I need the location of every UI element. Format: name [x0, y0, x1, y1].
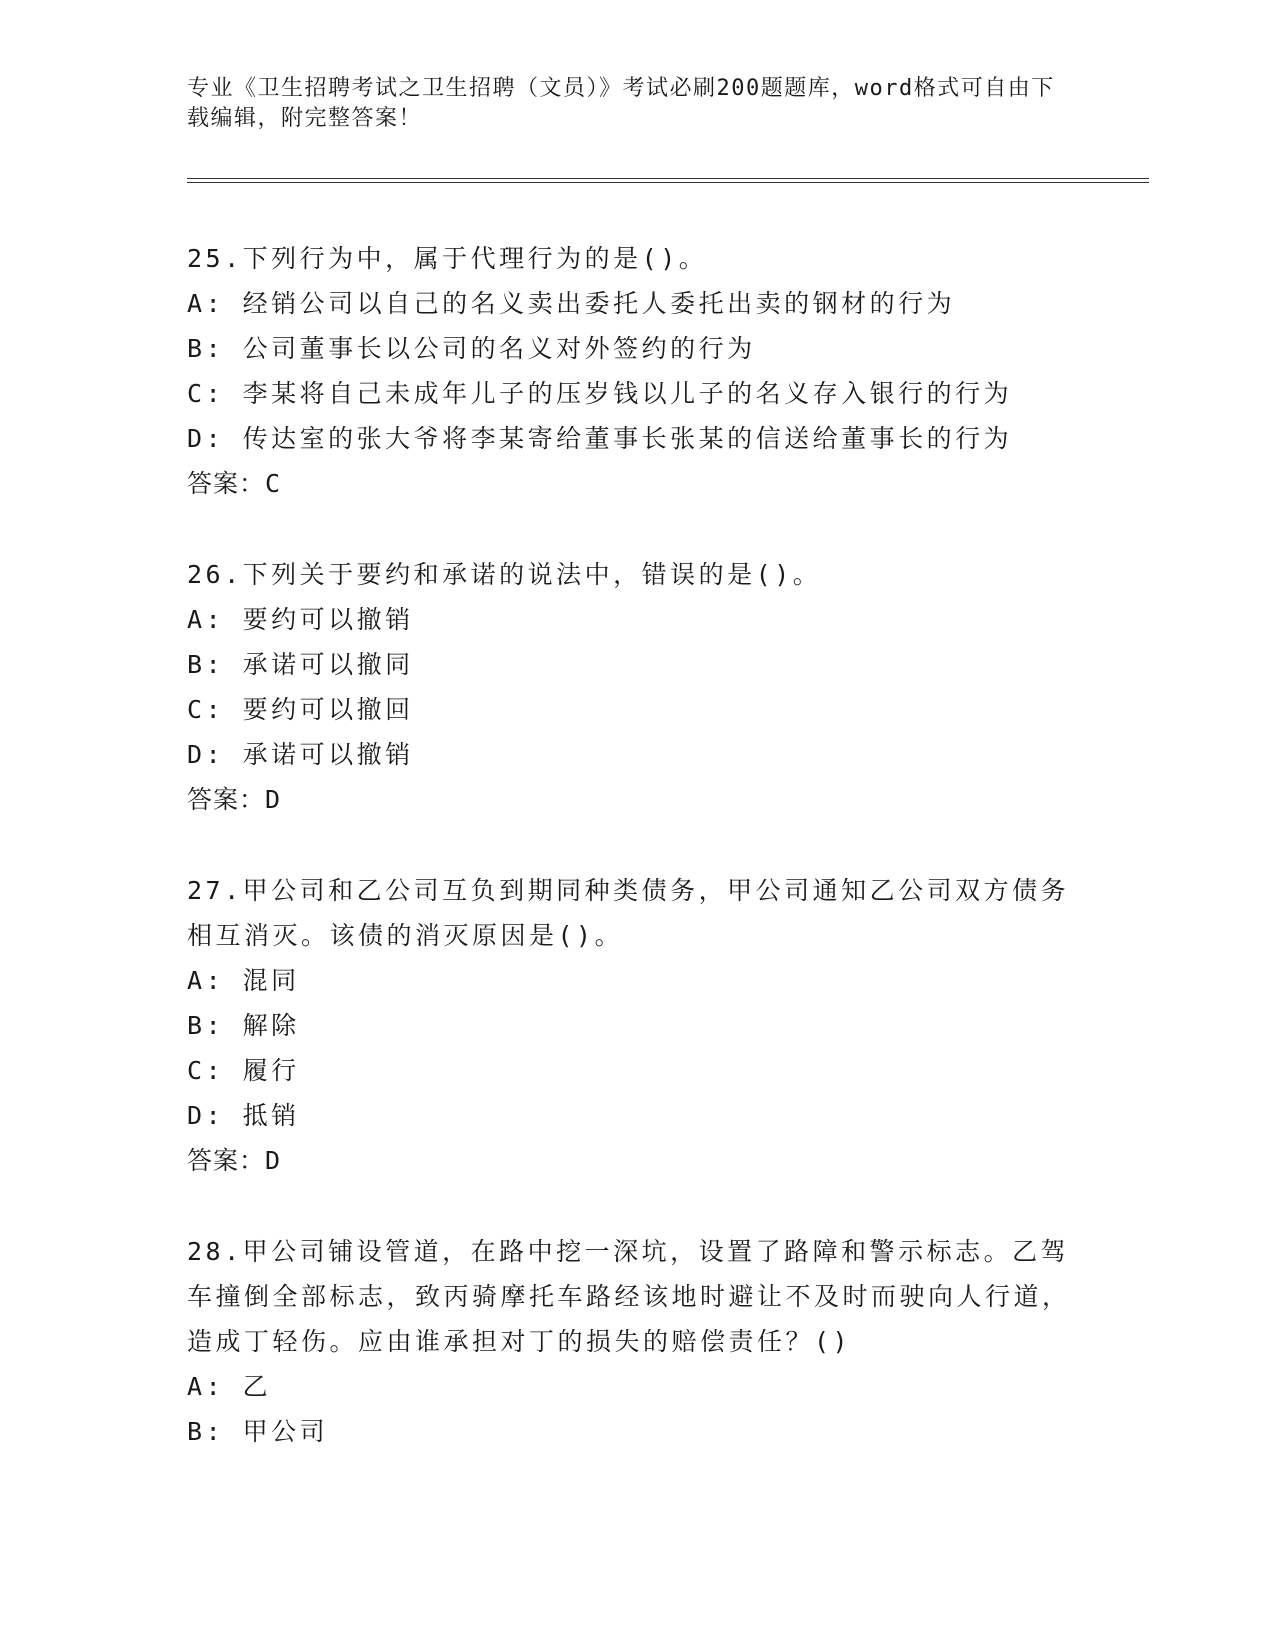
option-key: A [187, 605, 206, 634]
option-separator: : [205, 695, 243, 724]
option-text: 承诺可以撤销 [242, 740, 414, 769]
option-separator: : [205, 1056, 243, 1085]
option-a [187, 281, 1087, 326]
option-text: 承诺可以撤同 [242, 650, 414, 679]
option-key: D [187, 424, 206, 453]
option-text: 经销公司以自己的名义卖出委托人委托出卖的钢材的行为 [242, 289, 956, 318]
option-text: 公司董事长以公司的名义对外签约的行为 [242, 334, 756, 363]
answer-value: D [265, 1146, 282, 1175]
option-separator: : [205, 1417, 243, 1446]
answer-label: 答案： [187, 785, 266, 814]
option-key: C [187, 1056, 206, 1085]
answer-value: C [265, 469, 282, 498]
answer-line [187, 1138, 1087, 1183]
option-key: D [187, 740, 206, 769]
question-28 [187, 1229, 1087, 1454]
option-a [187, 1364, 1087, 1409]
option-key: B [187, 650, 206, 679]
answer-value: D [265, 785, 282, 814]
option-b [187, 1409, 1087, 1454]
answer-line [187, 461, 1087, 506]
answer-label: 答案： [187, 469, 266, 498]
option-c [187, 1048, 1087, 1093]
option-separator: : [205, 605, 243, 634]
option-c [187, 687, 1087, 732]
option-separator: : [205, 740, 243, 769]
question-stem: 26.下列关于要约和承诺的说法中，错误的是()。 [187, 560, 822, 589]
option-text: 乙 [242, 1372, 272, 1401]
option-key: A [187, 966, 206, 995]
option-separator: : [205, 1011, 243, 1040]
option-b [187, 642, 1087, 687]
option-key: B [187, 334, 206, 363]
question-stem: 27.甲公司和乙公司互负到期同种类债务，甲公司通知乙公司双方债务相互消灭。该债的消灭原因是()。 [187, 876, 1070, 950]
option-separator: : [205, 334, 243, 363]
option-separator: : [205, 650, 243, 679]
question-25 [187, 236, 1087, 506]
question-list [187, 236, 1087, 1500]
option-d [187, 732, 1087, 777]
answer-line [187, 777, 1087, 822]
option-text: 抵销 [242, 1101, 300, 1130]
option-text: 李某将自己未成年儿子的压岁钱以儿子的名义存入银行的行为 [242, 379, 1013, 408]
option-text: 传达室的张大爷将李某寄给董事长张某的信送给董事长的行为 [242, 424, 1013, 453]
option-text: 解除 [242, 1011, 300, 1040]
option-b [187, 326, 1087, 371]
question-stem: 25.下列行为中，属于代理行为的是()。 [187, 244, 708, 273]
option-key: D [187, 1101, 206, 1130]
option-key: C [187, 379, 206, 408]
option-separator: : [205, 1101, 243, 1130]
option-separator: : [205, 379, 243, 408]
option-separator: : [205, 1372, 243, 1401]
option-text: 甲公司 [242, 1417, 329, 1446]
option-a [187, 958, 1087, 1003]
option-key: C [187, 695, 206, 724]
option-text: 要约可以撤销 [242, 605, 414, 634]
option-key: B [187, 1417, 206, 1446]
option-d [187, 1093, 1087, 1138]
question-stem: 28.甲公司铺设管道，在路中挖一深坑，设置了路障和警示标志。乙驾车撞倒全部标志，致丙骑摩托车路经该地时避让不及时而驶向人行道，造成丁轻伤。应由谁承担对丁的损失的赔偿责任？() [187, 1237, 1071, 1356]
option-c [187, 371, 1087, 416]
option-separator: : [205, 966, 243, 995]
answer-label: 答案： [187, 1146, 266, 1175]
question-27 [187, 868, 1087, 1183]
document-header: 专业《卫生招聘考试之卫生招聘（文员）》考试必刷200题题库，word格式可自由下载编辑，附完整答案！ [187, 76, 1055, 131]
header-divider-bottom [187, 182, 1149, 183]
option-a [187, 597, 1087, 642]
option-text: 履行 [242, 1056, 300, 1085]
option-text: 混同 [242, 966, 300, 995]
option-key: A [187, 289, 206, 318]
option-d [187, 416, 1087, 461]
option-key: B [187, 1011, 206, 1040]
option-separator: : [205, 424, 243, 453]
option-separator: : [205, 289, 243, 318]
option-b [187, 1003, 1087, 1048]
option-text: 要约可以撤回 [242, 695, 414, 724]
question-26 [187, 552, 1087, 822]
header-divider-top [187, 178, 1149, 179]
option-key: A [187, 1372, 206, 1401]
